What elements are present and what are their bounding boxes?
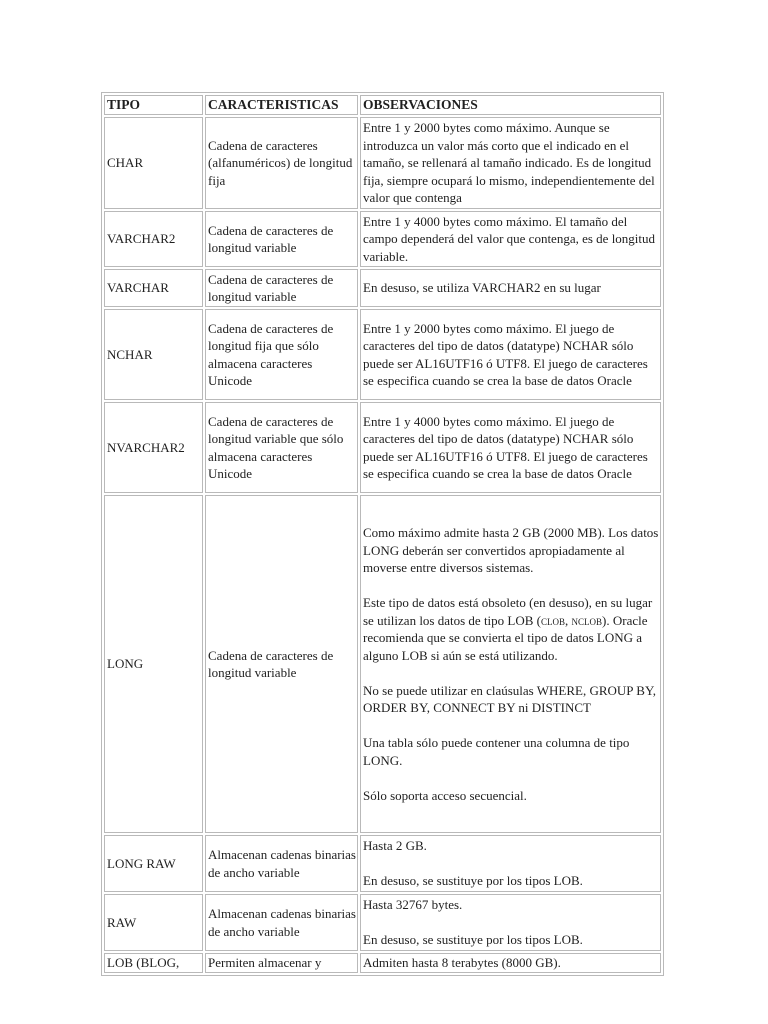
table-header-row: [104, 95, 661, 115]
obs-paragraph: Sólo soporta acceso secuencial.: [363, 787, 527, 803]
table-row: [104, 309, 661, 400]
obs-paragraph: Hasta 32767 bytes.: [363, 897, 463, 913]
cell-caracteristicas: Permiten almacenar y: [205, 953, 358, 973]
cell-caracteristicas: Almacenan cadenas binarias de ancho variable: [205, 894, 358, 951]
obs-paragraph: [363, 594, 659, 664]
cell-observaciones: [360, 894, 661, 951]
obs-paragraph: Como máximo admite hasta 2 GB (2000 MB). Los datos LONG deberán ser convertidos apropiadamente al moverse entre diversos sistemas.: [363, 525, 659, 575]
cell-caracteristicas: Cadena de caracteres de longitud variable: [205, 211, 358, 267]
header-observaciones: OBSERVACIONES: [360, 95, 661, 115]
table-row: [104, 953, 661, 973]
obs-text: ). Oracle recomienda que se convierta el tipo de datos LONG a alguno LOB si aún se está utilizando.: [363, 612, 648, 663]
obs-paragraph: En desuso, se utiliza VARCHAR2 en su lugar: [363, 280, 601, 296]
cell-observaciones: [360, 117, 661, 209]
cell-observaciones: [360, 835, 661, 892]
cell-caracteristicas: Cadena de caracteres de longitud fija que sólo almacena caracteres Unicode: [205, 309, 358, 400]
cell-caracteristicas: Almacenan cadenas binarias de ancho variable: [205, 835, 358, 892]
obs-text: Este tipo de datos está obsoleto (en desuso), en su lugar se utilizan los datos de tipo LOB (: [363, 595, 653, 628]
cell-observaciones: [360, 402, 661, 493]
oracle-datatypes-table: [101, 92, 664, 976]
cell-observaciones: [360, 953, 661, 973]
table-row: [104, 835, 661, 892]
table-row: [104, 117, 661, 209]
lob-types-smallcaps: clob, nclob: [541, 612, 603, 628]
cell-caracteristicas: Cadena de caracteres de longitud variable: [205, 269, 358, 307]
table-row: [104, 894, 661, 951]
cell-observaciones: [360, 211, 661, 267]
obs-paragraph: Entre 1 y 4000 bytes como máximo. El tamaño del campo dependerá del valor que contenga, es de longitud variable.: [363, 213, 656, 264]
obs-paragraph: No se puede utilizar en claúsulas WHERE, GROUP BY, ORDER BY, CONNECT BY ni DISTINCT: [363, 682, 656, 715]
header-caracteristicas: CARACTERISTICAS: [205, 95, 358, 115]
cell-tipo: RAW: [104, 894, 203, 951]
table-row: [104, 211, 661, 267]
cell-observaciones: [360, 495, 661, 833]
cell-caracteristicas: Cadena de caracteres de longitud variable: [205, 495, 358, 833]
cell-tipo: LONG: [104, 495, 203, 833]
header-tipo: TIPO: [104, 95, 203, 115]
table-row: [104, 402, 661, 493]
cell-caracteristicas: Cadena de caracteres de longitud variable que sólo almacena caracteres Unicode: [205, 402, 358, 493]
obs-paragraph: En desuso, se sustituye por los tipos LOB.: [363, 932, 583, 948]
cell-caracteristicas: Cadena de caracteres (alfanuméricos) de longitud fija: [205, 117, 358, 209]
cell-tipo: NCHAR: [104, 309, 203, 400]
obs-paragraph: Admiten hasta 8 terabytes (8000 GB).: [363, 955, 561, 970]
cell-tipo: LOB (BLOG,: [104, 953, 203, 973]
obs-paragraph: En desuso, se sustituye por los tipos LOB.: [363, 873, 583, 889]
cell-tipo: NVARCHAR2: [104, 402, 203, 493]
obs-paragraph: Una tabla sólo puede contener una columna de tipo LONG.: [363, 735, 630, 768]
cell-tipo: VARCHAR: [104, 269, 203, 307]
obs-paragraph: Hasta 2 GB.: [363, 838, 427, 854]
obs-paragraph: Entre 1 y 2000 bytes como máximo. Aunque se introduzca un valor más corto que el indicado en el tamaño, se rellenará al tamaño indicado. Es de longitud fija, siempre ocupará lo mismo, independientemente del valor que contenga: [363, 120, 655, 206]
cell-observaciones: [360, 269, 661, 307]
cell-tipo: LONG RAW: [104, 835, 203, 892]
obs-paragraph: Entre 1 y 4000 bytes como máximo. El juego de caracteres del tipo de datos (datatype) NCHAR sólo puede ser AL16UTF16 ó UTF8. El juego de caracteres se especifica cuando se crea la base de datos Oracle: [363, 413, 648, 481]
table-row: [104, 269, 661, 307]
cell-tipo: CHAR: [104, 117, 203, 209]
obs-paragraph: Entre 1 y 2000 bytes como máximo. El juego de caracteres del tipo de datos (datatype) NCHAR sólo puede ser AL16UTF16 ó UTF8. El juego de caracteres se especifica cuando se crea la base de datos Oracle: [363, 320, 648, 388]
table-row: [104, 495, 661, 833]
cell-observaciones: [360, 309, 661, 400]
cell-tipo: VARCHAR2: [104, 211, 203, 267]
